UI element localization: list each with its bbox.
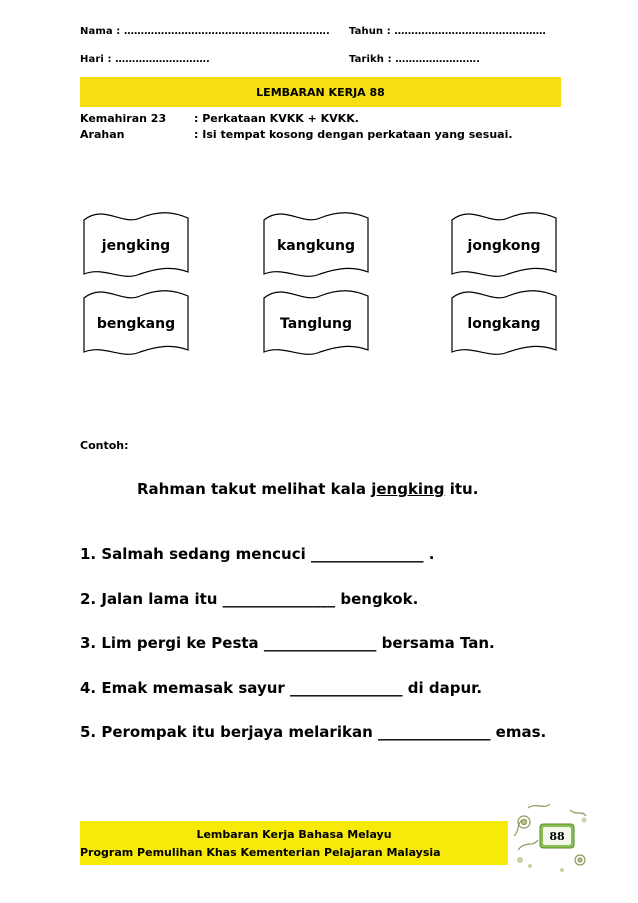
skill-row (80, 112, 560, 128)
footer-program: Program Pemulihan Khas Kementerian Pelajaran Malaysia (80, 846, 441, 859)
instruction-row (80, 128, 560, 144)
word-card (82, 284, 190, 364)
example-text-before: Rahman takut melihat kala (137, 480, 372, 498)
kemahiran-label: Kemahiran 23 (80, 112, 167, 125)
question-item: 5. Perompak itu berjaya melarikan _______________ emas. (80, 723, 547, 741)
word-card (262, 206, 370, 286)
example-sentence (137, 480, 478, 498)
tahun-field: Tahun : ……………………………………… (349, 26, 546, 37)
kemahiran-value: : Perkataan KVKK + KVKK. (194, 112, 359, 125)
word-label: longkang (467, 316, 541, 332)
word-card (450, 284, 558, 364)
word-label: Tanglung (280, 316, 352, 332)
question-item: 2. Jalan lama itu _______________ bengkok. (80, 590, 419, 608)
example-answer: jengking (371, 480, 445, 498)
word-card (450, 206, 558, 286)
footer-banner (80, 821, 508, 865)
word-label: jengking (101, 238, 171, 254)
arahan-value: : Isi tempat kosong dengan perkataan yang sesuai. (194, 128, 513, 141)
word-label: kangkung (276, 238, 355, 254)
worksheet-title-banner (80, 77, 561, 107)
word-label: jongkong (467, 238, 541, 254)
page-number-badge (510, 800, 592, 876)
example-text-after: itu. (444, 480, 479, 498)
tarikh-field: Tarikh : ……………………. (349, 54, 480, 65)
word-card (262, 284, 370, 364)
question-item: 3. Lim pergi ke Pesta _______________ bersama Tan. (80, 634, 495, 652)
hari-field: Hari : ………………………. (80, 54, 210, 65)
footer-title: Lembaran Kerja Bahasa Melayu (196, 828, 392, 841)
arahan-label: Arahan (80, 128, 125, 141)
question-item: 1. Salmah sedang mencuci _______________ . (80, 545, 435, 563)
example-label: Contoh: (80, 439, 129, 452)
nama-field: Nama : ……………………………………………………. (80, 26, 330, 37)
question-item: 4. Emak memasak sayur _______________ di dapur. (80, 679, 483, 697)
worksheet-title: LEMBARAN KERJA 88 (256, 85, 385, 99)
word-label: bengkang (96, 316, 176, 332)
page-number: 88 (549, 829, 565, 843)
word-card (82, 206, 190, 286)
